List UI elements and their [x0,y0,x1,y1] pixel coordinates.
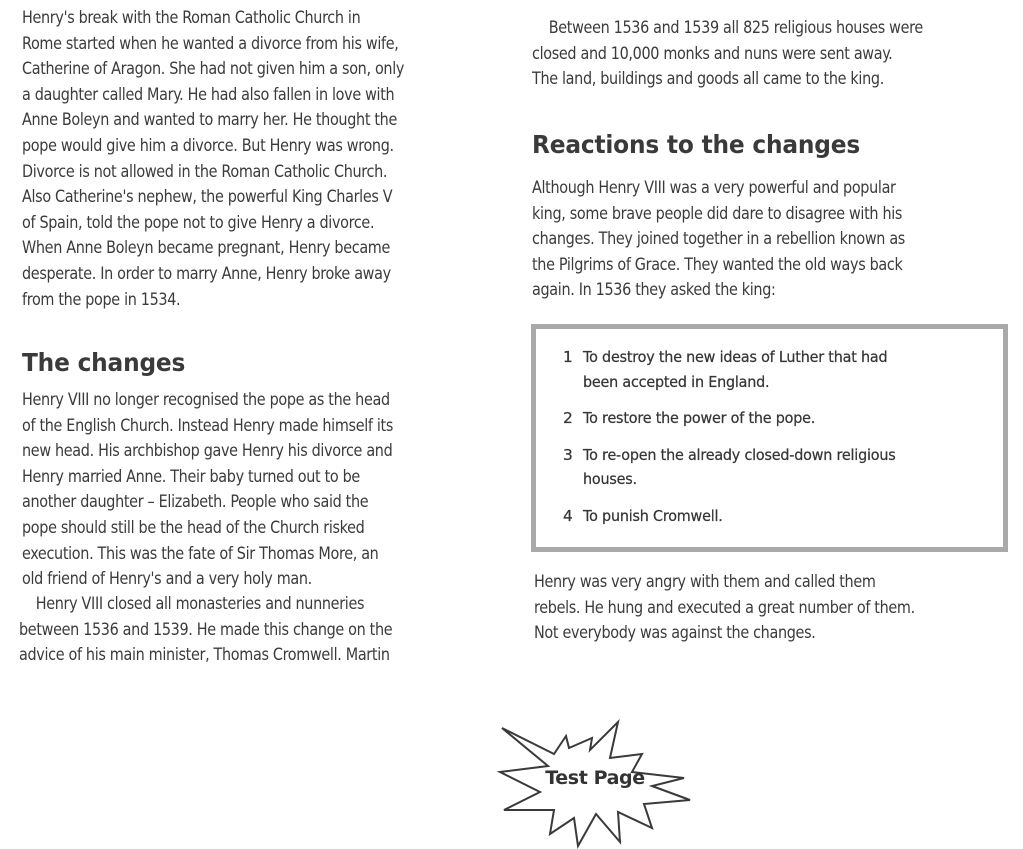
outcome-paragraph: Henry was very angry with them and called them rebels. He hung and executed a great number of them. Not everybody was against the changes. [534,572,915,644]
changes-paragraph: Henry VIII no longer recognised the pope as the head of the English Church. Instead Henry made himself its new head. His archbishop gave Henry his divorce and Henry married Anne. Their baby turned out to be another daughter – Elizabeth. People who said the pope should still be the head of the Church risked execution. This was the fate of Sir Thomas More, an old friend of Henry's and a very holy man. [22,390,394,590]
demand-text: To destroy the new ideas of Luther that had been accepted in England. [583,348,888,391]
demand-number: 1 [563,348,573,366]
intro-paragraph: Henry's break with the Roman Catholic Church in Rome started when he wanted a divorce from his wife, Catherine of Aragon. She had not given him a son, only a daughter called Mary. He had also fallen in love with Anne Boleyn and wanted to marry her. He thought the pope would give him a divorce. But Henry was wrong. Divorce is not allowed in the Roman Catholic Church. Also Catherine's nephew, the powerful King Charles V of Spain, told the pope not to give Henry a divorce. When Anne Boleyn became pregnant, Henry became desperate. In order to marry Anne, Henry broke away from the pope in 1534. [22,8,405,310]
demand-item [563,443,983,492]
demand-number: 4 [563,506,573,525]
religious-houses-paragraph: Between 1536 and 1539 all 825 religious houses were closed and 10,000 monks and nuns were sent away. The land, buildings and goods all came to the king. [532,18,923,90]
monasteries-paragraph: Henry VIII closed all monasteries and nunneries between 1536 and 1539. He made this change on the advice of his main minister, Thomas Cromwell. Martin [19,594,393,666]
reactions-paragraph: Although Henry VIII was a very powerful and popular king, some brave people did dare to disagree with his changes. They joined together in a rebellion known as the Pilgrims of Grace. They wanted the old ways back again. In 1536 they asked the king: [532,178,905,301]
stamp-label: Test Page [545,767,645,789]
demand-text: To restore the power of the pope. [583,409,816,427]
demand-text: To punish Cromwell. [583,506,723,525]
test-page-stamp [494,714,694,849]
demands-box [531,324,1008,552]
demand-item [563,406,983,431]
demands-list [563,345,983,540]
demand-number: 3 [563,445,573,464]
reactions-heading: Reactions to the changes [532,130,861,159]
demand-item [563,345,983,394]
demand-item [563,504,983,529]
demand-text: To re-open the already closed-down religious houses. [583,445,896,488]
changes-heading: The changes [22,348,186,377]
demand-number: 2 [563,409,573,427]
